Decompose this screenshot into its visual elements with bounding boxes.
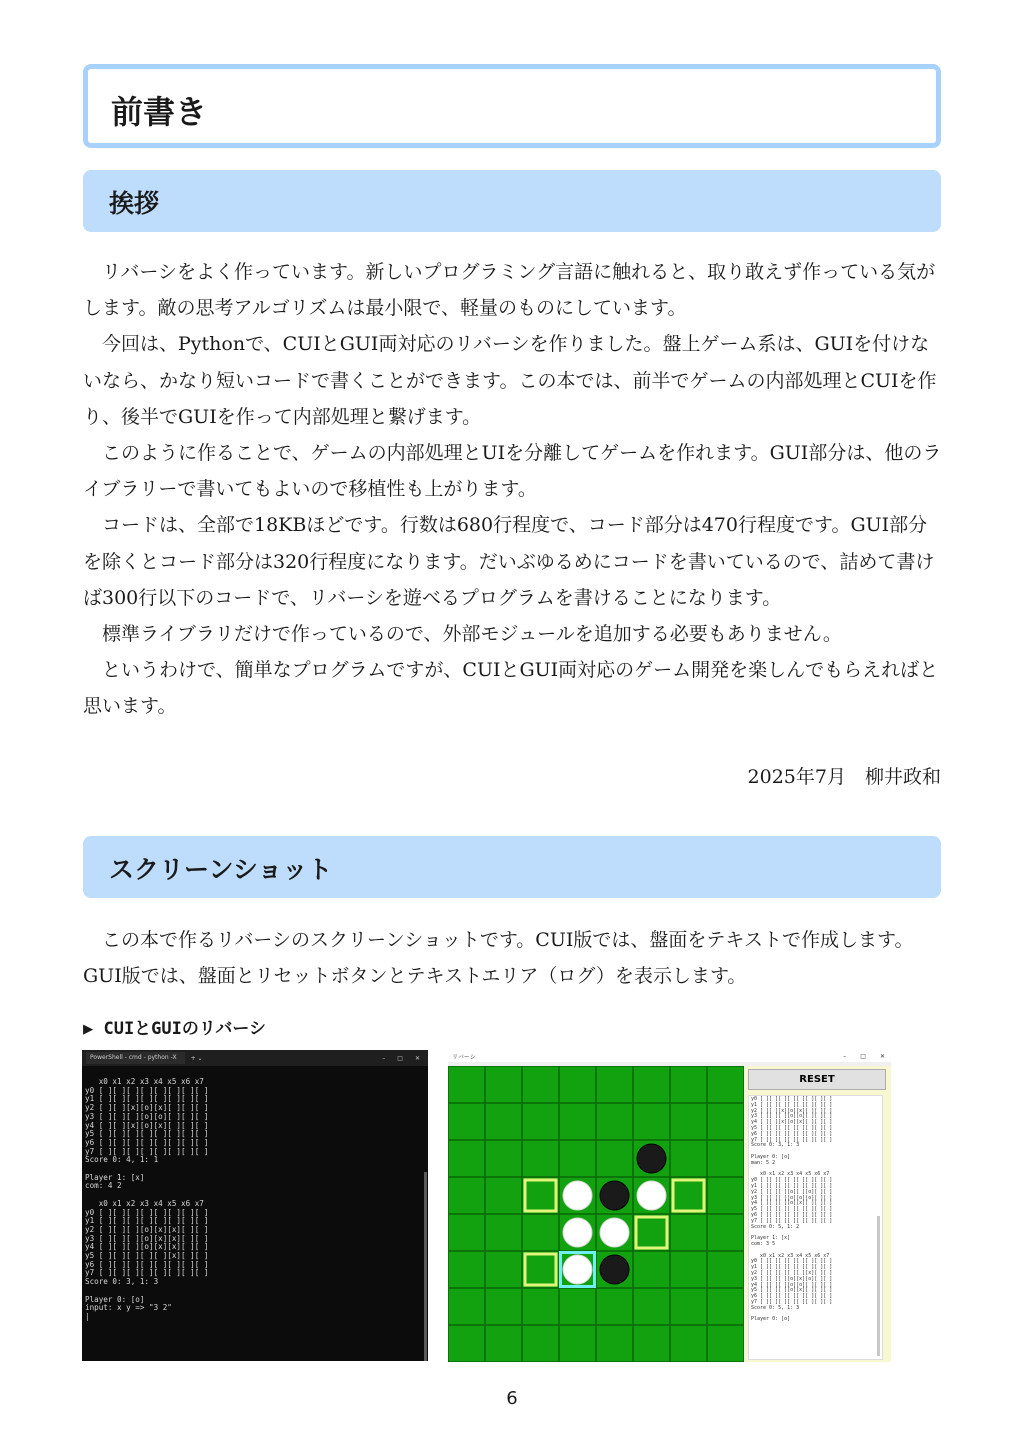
terminal-tab: PowerShell - cmd - python -X: [86, 1052, 185, 1064]
gui-window-title: リバーシ: [452, 1053, 476, 1061]
figure-caption: ▶ CUIとGUIのリバーシ: [83, 1019, 267, 1039]
section-title-greeting: 挨拶: [109, 189, 160, 218]
page-number: 6: [506, 1388, 518, 1409]
log-scrollbar: [877, 1216, 880, 1356]
black-disc: [600, 1255, 629, 1284]
minimize-icon: –: [382, 1054, 386, 1062]
close-icon: ✕: [879, 1052, 885, 1060]
white-disc: [637, 1181, 666, 1210]
white-disc: [563, 1255, 592, 1284]
maximize-icon: □: [860, 1052, 866, 1060]
section-header-screenshot: [83, 836, 941, 898]
white-disc: [600, 1218, 629, 1247]
new-tab-icon: + ⌄: [190, 1054, 203, 1062]
reset-button: RESET: [748, 1069, 886, 1090]
log-textarea: [748, 1095, 883, 1360]
terminal-scrollbar: [424, 1172, 427, 1361]
black-disc: [637, 1144, 666, 1173]
paragraph: というわけで、簡単なプログラムですが、CUIとGUI両対応のゲーム開発を楽しんでもらえればと思います。: [83, 659, 939, 718]
screenshot-body: [83, 922, 943, 994]
log-text: y0 [ ][ ][ ][ ][ ][ ][ ][ ] y1 [ ][ ][ ][ ][ ][ ][ ][ ] y2 [ ][ ][x][o][x][ ][ ][ ] y3 [ ][ ][ ][o][o][ ][ ][ ] y4 [ ][ ][x][o][x][ ][ ][ ] y5 [ ][ ][ ][ ][ ][ ][ ][ ] y6 [ ][ ][ ][ ][ ][ ][ ][ ] y7 [ ][ ][ ][ ][ ][ ][ ][ ] Score 0: 3, 1: 3 Player 0: [o] man: 5 2 x0 x1 x2 x3 x4 x5 x6 x7 y0 [ ][ ][ ][ ][ ][ ][ ][ ] y1 [ ][ ][ ][ ][ ][ ][ ][ ] y2 [ ][ ][ ][o][ ][o][ ][ ] y3 [ ][ ][ ][o][o][o][ ][ ] y4 [ ][ ][ ][o][x][ ][ ][ ] y5 [ ][ ][ ][ ][ ][ ][ ][ ] y6 [ ][ ][ ][ ][ ][ ][ ][ ] y7 [ ][ ][ ][ ][ ][ ][ ][ ] Score 0: 5, 1: 2 Player 1: [x] com: 3 5 x0 x1 x2 x3 x4 x5 x6 x7 y0 [ ][ ][ ][ ][ ][ ][ ][ ] y1 [ ][ ][ ][ ][ ][ ][ ][ ] y2 [ ][ ][ ][ ][ ][x][ ][ ] y3 [ ][ ][ ][o][x][o][ ][ ] y4 [ ][ ][ ][o][o][ ][ ][ ] y5 [ ][ ][ ][o][x][ ][ ][ ] y6 [ ][ ][ ][ ][ ][ ][ ][ ] y7 [ ][ ][ ][ ][ ][ ][ ][ ] Score 0: 5, 1: 3 Player 0: [o]: [751, 1096, 833, 1323]
paragraph: 標準ライブラリだけで作っているので、外部モジュールを追加する必要もありません。: [102, 623, 842, 646]
signature: 2025年7月 柳井政和: [747, 766, 941, 788]
terminal-output: x0 x1 x2 x3 x4 x5 x6 x7 y0 [ ][ ][ ][ ][ ][ ][ ][ ] y1 [ ][ ][ ][ ][ ][ ][ ][ ] y2 [ ][ ][x][o][x][ ][ ][ ] y3 [ ][ ][ ][o][o][ ][ ][ ] y4 [ ][ ][x][o][x][ ][ ][ ] y5 [ ][ ][ ][ ][ ][ ][ ][ ] y6 [ ][ ][ ][ ][ ][ ][ ][ ] y7 [ ][ ][ ][ ][ ][ ][ ][ ] Score 0: 4, 1: 1 Player 1: [x] com: 4 2 x0 x1 x2 x3 x4 x5 x6 x7 y0 [ ][ ][ ][ ][ ][ ][ ][ ] y1 [ ][ ][ ][ ][ ][ ][ ][ ] y2 [ ][ ][ ][o][x][x][ ][ ] y3 [ ][ ][ ][o][x][x][ ][ ] y4 [ ][ ][ ][o][x][x][ ][ ] y5 [ ][ ][ ][ ][ ][x][ ][ ] y6 [ ][ ][ ][ ][ ][ ][ ][ ] y7 [ ][ ][ ][ ][ ][ ][ ][ ] Score 0: 3, 1: 3 Player 0: [o] input: x y => "3 2" |: [85, 1077, 209, 1321]
paragraph: リバーシをよく作っています。新しいプログラミング言語に触れると、取り敢えず作っている気がします。敵の思考アルゴリズムは最小限で、軽量のものにしています。: [83, 261, 936, 320]
minimize-icon: –: [843, 1052, 847, 1060]
gui-titlebar: [448, 1050, 891, 1062]
section-header-greeting: [83, 170, 941, 232]
white-disc: [563, 1181, 592, 1210]
terminal-screenshot: [82, 1050, 428, 1361]
black-disc: [600, 1181, 629, 1210]
white-disc: [563, 1218, 592, 1247]
paragraph: 今回は、Pythonで、CUIとGUI両対応のリバーシを作りました。盤上ゲーム系は、GUIを付けないなら、かなり短いコードで書くことができます。この本では、前半でゲームの内部処理とCUIを作り、後半でGUIを作って内部処理と繋げます。: [83, 333, 937, 428]
close-icon: ✕: [414, 1054, 420, 1062]
paragraph: このように作ることで、ゲームの内部処理とUIを分離してゲームを作れます。GUI部分は、他のライブラリーで書いてもよいので移植性も上がります。: [83, 442, 942, 501]
greeting-body: [83, 254, 943, 725]
chapter-title-box: [83, 64, 941, 148]
section-title-screenshot: スクリーンショット: [109, 855, 333, 884]
gui-screenshot: [448, 1050, 891, 1362]
window-controls: [843, 1053, 891, 1060]
reversi-board: [448, 1066, 744, 1362]
chapter-title: 前書き: [111, 93, 208, 131]
gui-side-panel: [745, 1066, 891, 1362]
paragraph: コードは、全部で18KBほどです。行数は680行程度で、コード部分は470行程度です。GUI部分を除くとコード部分は320行程度になります。だいぶゆるめにコードを書いているので、詰めて書けば300行以下のコードで、リバーシを遊べるプログラムを書けることになります。: [83, 514, 935, 609]
terminal-titlebar: [82, 1050, 428, 1066]
maximize-icon: □: [397, 1054, 403, 1062]
window-controls: [382, 1055, 428, 1062]
paragraph: この本で作るリバーシのスクリーンショットです。CUI版では、盤面をテキストで作成します。GUI版では、盤面とリセットボタンとテキストエリア（ログ）を表示します。: [83, 929, 914, 988]
